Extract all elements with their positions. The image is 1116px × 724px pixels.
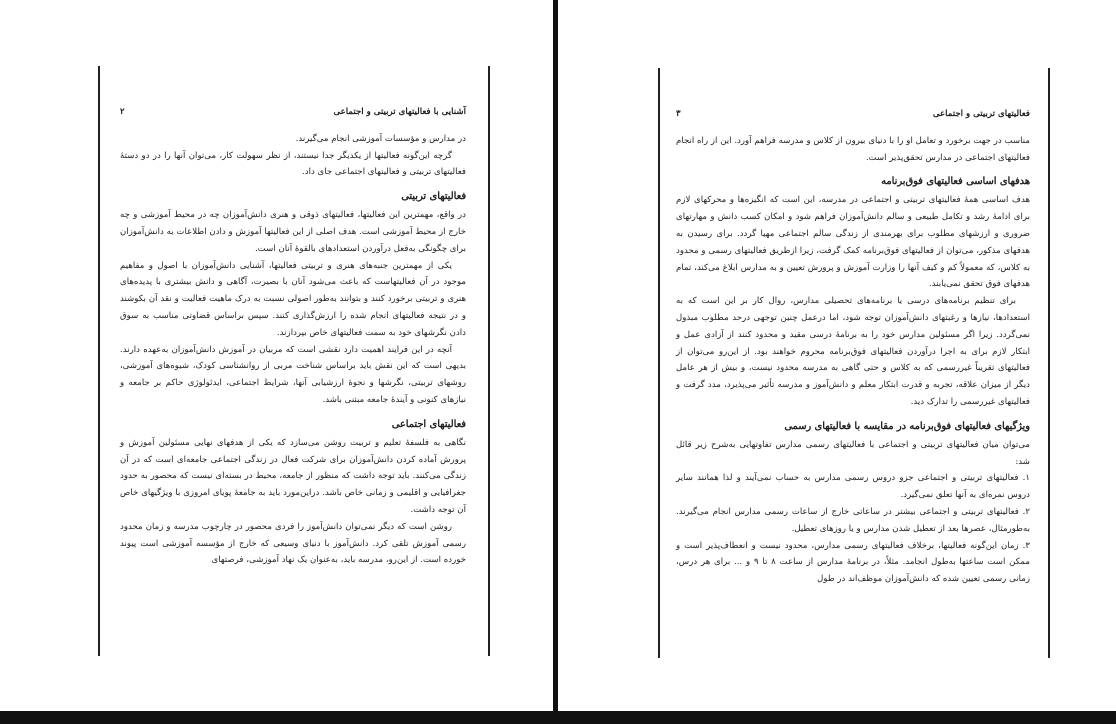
list-item: ۲. فعالیتهای تربیتی و اجتماعی بیشتر در ساعاتی خارج از ساعات رسمی مدارس انجام می‌گیرند. به‌طورمثال، عصرها بعد از تعطیل شدن مدارس و یا روزهای تعطیل. <box>676 506 1030 534</box>
running-title: فعالیتهای تربیتی و اجتماعی <box>932 109 1030 119</box>
paragraph: می‌توان میان فعالیتهای تربیتی و اجتماعی با فعالیتهای رسمی مدارس تفاوتهایی به‌شرح زیر قائل شد: <box>676 439 1030 467</box>
page-number: ۲ <box>120 107 125 117</box>
left-page <box>98 66 490 656</box>
paragraph: نگاهی به فلسفهٔ تعلیم و تربیت روشن می‌سازد که یکی از هدفهای نهایی مسئولین آموزش و پرورش آماده کردن دانش‌آموزان برای شرکت فعال در زندگی اجتماعی جامعه‌ای است که در آن زندگی می‌کنند. باید توجه داشت که منظور از جامعه، محیط در بسته‌ای نیست که محصور به حدود جغرافیایی و اقلیمی و زمانی خاص باشد. دراین‌مورد باید به جامعهٔ پویای امروزی با ویژگیهای خاص آن توجه داشت. <box>120 437 466 515</box>
right-page <box>658 68 1050 658</box>
section-heading: فعالیتهای تربیتی <box>401 191 466 203</box>
paragraph: آنچه در این فرایند اهمیت دارد نقشی است که مربیان در آموزش دانش‌آموزان به‌عهده دارند. بدیهی است که این نقش باید براساس شناخت مربی از روانشناسی کودک، شیوه‌های آموزشی، روشهای تربیتی، نگرشها و نحوهٔ ارزشیابی آنها، شرایط اجتماعی، ایدئولوژی حاکم بر جامعه و نیازهای کنونی و آیندهٔ جامعه مبتنی باشد. <box>120 344 466 405</box>
page-header <box>120 104 466 131</box>
section-heading: ویژگیهای فعالیتهای فوق‌برنامه در مقایسه با فعالیتهای رسمی <box>784 420 1030 432</box>
section-heading: فعالیتهای اجتماعی <box>391 418 466 430</box>
paragraph: در مدارس و مؤسسات آموزشی انجام می‌گیرند. <box>295 133 466 144</box>
paragraph: در واقع، مهمترین این فعالیتها، فعالیتهای ذوقی و هنری دانش‌آموزان چه در محیط آموزشی و چه خارج از محیط آموزشی است. هدف اصلی از این فعالیتها آموزش و دادن اطلاعات به دانش‌آموزان برای چگونگی به‌فعل درآوردن استعدادهای بالقوهٔ آنان است. <box>120 210 466 254</box>
bottom-bar <box>0 711 1116 724</box>
page-number: ۳ <box>676 109 681 119</box>
paragraph: مناسب در جهت برخورد و تعامل او را با دنیای بیرون از کلاس و مدرسه فراهم آورد. این از راه انجام فعالیتهای اجتماعی در مدارس تحقق‌پذیر است. <box>676 135 1030 163</box>
paragraph: برای تنظیم برنامه‌های درسی یا برنامه‌های تحصیلی مدارس، روال کار بر این است که به استعدادها، نیازها و رغبتهای دانش‌آموزان توجه شود، اما درعمل چنین توجهی درحد مطلوب مبذول نمی‌گردد. زیرا اگر مسئولین مدارس خود را به برنامهٔ درسی مقید و محدود کنند از آزادی عمل و ابتکار لازم برای به اجرا درآوردن فعالیتهای فوق‌برنامه محروم خواهند بود. از این‌رو می‌توان از فعالیتهای تقریباً غیررسمی که به کلاس و حتی گاهی به مدرسه محدود نیست، و بیش از هر عامل دیگر از میزان علاقه، تجربه و قدرت ابتکار معلم و دانش‌آموز و مدرسه تأثیر می‌پذیرد، مدد گرفت و فعالیتهای غیررسمی را تدارک دید. <box>676 296 1030 407</box>
running-title: آشنایی با فعالیتهای تربیتی و اجتماعی <box>333 107 466 117</box>
list-item: ۳. زمان این‌گونه فعالیتها، برخلاف فعالیتهای رسمی مدارس، محدود نیست و انعطاف‌پذیر است و ممکن است ساعتها به‌طول انجامد. مثلاً، در برنامهٔ مدارس از ساعت ۸ تا ۹ و ... برای هر درس، زمانی رسمی تعیین شده که دانش‌آموزان موظف‌اند در طول <box>676 540 1030 585</box>
paragraph: گرچه این‌گونه فعالیتها از یکدیگر جدا نیستند، از نظر سهولت کار، می‌توان آنها را در دو دستهٔ فعالیتهای تربیتی و فعالیتهای اجتماعی جای داد. <box>120 150 466 178</box>
spread-divider <box>553 0 558 712</box>
paragraph: یکی از مهمترین جنبه‌های هنری و تربیتی فعالیتها، آشنایی دانش‌آموزان با اصول و مفاهیم موجود در آن فعالیتهاست که باعث می‌شود آنان با بصیرت، آگاهی و دانش بیشتری با پدیده‌های هنری و تربیتی برخورد کنند و بتوانند به‌طور اصولی نسبت به درک ماهیت فعالیت و نقد آن بکوشند و در نتیجه فعالیتهای انجام شده را ارزش‌گذاری کنند. سپس براساس قضاوتی مناسب به سوق دادن نگرشهای خود به سمت فعالیتهای خاص بپردازند. <box>120 260 466 338</box>
paragraph: هدف اساسی همهٔ فعالیتهای تربیتی و اجتماعی در مدرسه، این است که انگیزه‌ها و محرکهای لازم برای ادامهٔ رشد و تکامل طبیعی و سالم دانش‌آموزان فراهم شود و امکان کسب دانش و مهارتهای ضروری و ارزشهای مطلوب برای بهرمندی از زندگی سالم اجتماعی مهیا گردد. برای رسیدن به هدفهای مذکور، می‌توان از فعالیتهای فوق‌برنامه کمک گرفت، زیرا ازطریق فعالیتهای رسمی و محدود به کلاس، که معمولاً کم و کیف آنها را وزارت آموزش و پرورش تعیین و به مدارس ابلاغ می‌کند، تمام هدفهای فوق تحقق نمی‌یابند. <box>676 195 1030 290</box>
paragraph: روشن است که دیگر نمی‌توان دانش‌آموز را فردی محصور در چارچوب مدرسه و زمان محدود رسمی آموزش تلقی کرد. دانش‌آموز با دنیای وسیعی که خارج از مؤسسه آموزشی است پیوند خورده است. از این‌رو، مدرسه باید، به‌عنوان یک نهاد آموزشی، فرصتهای <box>120 521 466 566</box>
page-header <box>676 106 1030 133</box>
section-heading: هدفهای اساسی فعالیتهای فوق‌برنامه <box>881 176 1030 188</box>
list-item: ۱. فعالیتهای تربیتی و اجتماعی جزو دروس رسمی مدارس به حساب نمی‌آیند و لذا همانند سایر دروس نمره‌ای به آنها تعلق نمی‌گیرد. <box>676 473 1030 501</box>
